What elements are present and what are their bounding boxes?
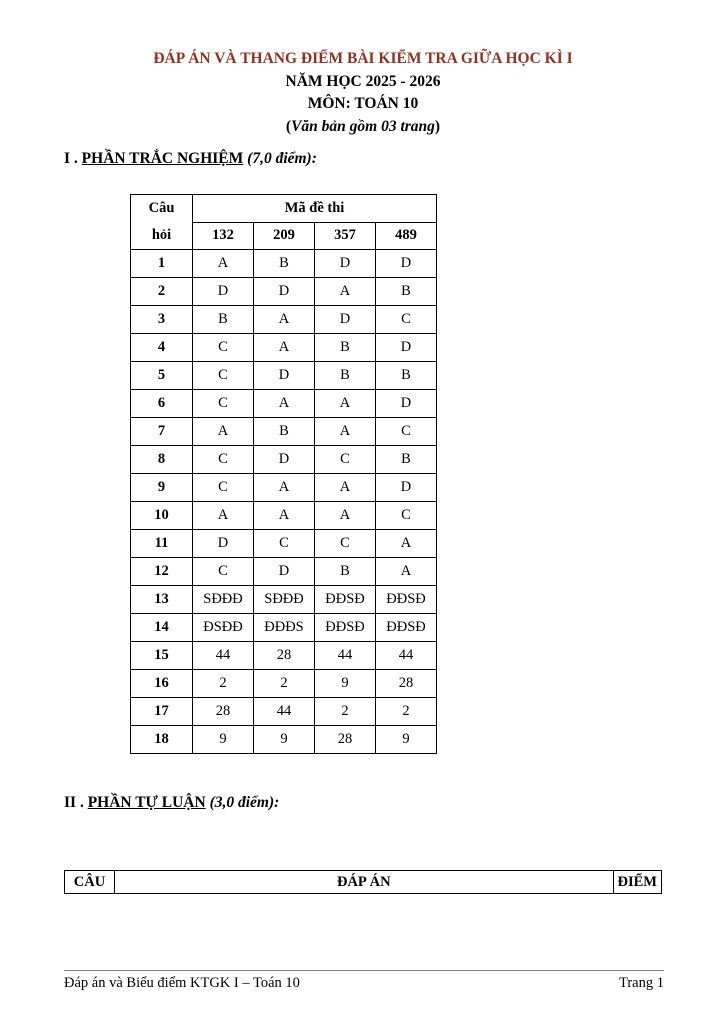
answer-cell: A bbox=[254, 474, 315, 502]
question-number: 6 bbox=[131, 390, 193, 418]
question-number: 10 bbox=[131, 502, 193, 530]
answer-table-row bbox=[131, 250, 437, 278]
answer-table-row bbox=[131, 362, 437, 390]
section2-points: (3,0 điểm): bbox=[205, 794, 280, 811]
answer-cell: ĐĐĐS bbox=[254, 614, 315, 642]
question-number: 16 bbox=[131, 670, 193, 698]
answer-cell: D bbox=[193, 278, 254, 306]
essay-column-header: ĐÁP ÁN bbox=[115, 871, 614, 894]
question-number: 3 bbox=[131, 306, 193, 334]
answer-table-row bbox=[131, 390, 437, 418]
section1-numeral: I . bbox=[64, 150, 82, 167]
question-number: 17 bbox=[131, 698, 193, 726]
answer-cell: ĐĐSĐ bbox=[315, 586, 376, 614]
footer-page-number: Trang 1 bbox=[619, 975, 664, 991]
answer-cell: D bbox=[376, 474, 437, 502]
answer-cell: A bbox=[193, 418, 254, 446]
essay-column-header: ĐIỂM bbox=[613, 871, 661, 894]
answer-cell: C bbox=[315, 530, 376, 558]
question-number: 7 bbox=[131, 418, 193, 446]
question-column-header: Câu hỏi bbox=[131, 195, 193, 250]
question-number: 11 bbox=[131, 530, 193, 558]
exam-code-header: 209 bbox=[254, 222, 315, 250]
answer-cell: C bbox=[193, 390, 254, 418]
answer-cell: SĐĐĐ bbox=[254, 586, 315, 614]
answer-table-row bbox=[131, 502, 437, 530]
answer-cell: D bbox=[315, 306, 376, 334]
essay-answer-table bbox=[64, 870, 662, 894]
answer-cell: A bbox=[193, 502, 254, 530]
section1-heading bbox=[64, 150, 662, 168]
answer-cell: 44 bbox=[193, 642, 254, 670]
answer-cell: D bbox=[376, 250, 437, 278]
answer-cell: D bbox=[193, 530, 254, 558]
answer-cell: ĐĐSĐ bbox=[315, 614, 376, 642]
exam-code-group-header: Mã đề thi bbox=[193, 195, 437, 223]
answer-cell: B bbox=[315, 334, 376, 362]
exam-code-header: 357 bbox=[315, 222, 376, 250]
answer-cell: A bbox=[315, 502, 376, 530]
answer-cell: 9 bbox=[193, 726, 254, 754]
answer-table-row bbox=[131, 278, 437, 306]
school-year-line: NĂM HỌC 2025 - 2026 bbox=[285, 72, 441, 90]
answer-cell: 2 bbox=[376, 698, 437, 726]
answer-cell: SĐĐĐ bbox=[193, 586, 254, 614]
answer-cell: 44 bbox=[315, 642, 376, 670]
essay-header-row bbox=[65, 871, 662, 894]
answer-cell: 9 bbox=[254, 726, 315, 754]
question-number: 13 bbox=[131, 586, 193, 614]
exam-code-header: 132 bbox=[193, 222, 254, 250]
answer-cell: C bbox=[254, 530, 315, 558]
answer-cell: A bbox=[376, 530, 437, 558]
answer-cell: C bbox=[376, 418, 437, 446]
answer-cell: B bbox=[376, 362, 437, 390]
answer-cell: ĐSĐĐ bbox=[193, 614, 254, 642]
answer-cell: C bbox=[193, 446, 254, 474]
answer-cell: 9 bbox=[376, 726, 437, 754]
multiple-choice-answer-table bbox=[130, 194, 437, 754]
answer-cell: A bbox=[254, 306, 315, 334]
answer-cell: B bbox=[376, 278, 437, 306]
answer-table-row bbox=[131, 334, 437, 362]
table-header-row-1 bbox=[131, 195, 437, 223]
answer-cell: A bbox=[254, 390, 315, 418]
answer-cell: 9 bbox=[315, 670, 376, 698]
answer-table-row bbox=[131, 698, 437, 726]
subject-line: MÔN: TOÁN 10 bbox=[307, 95, 419, 112]
section1-points: (7,0 điểm): bbox=[243, 150, 317, 167]
question-number: 1 bbox=[131, 250, 193, 278]
answer-cell: C bbox=[376, 306, 437, 334]
page-footer bbox=[64, 970, 664, 992]
document-title: ĐÁP ÁN VÀ THANG ĐIỂM BÀI KIỂM TRA GIỮA HỌC KÌ I bbox=[153, 50, 573, 67]
section1-title: PHẦN TRẮC NGHIỆM bbox=[81, 150, 244, 167]
question-number: 9 bbox=[131, 474, 193, 502]
answer-cell: D bbox=[254, 558, 315, 586]
footer-document-name: Đáp án và Biểu điểm KTGK I – Toán 10 bbox=[64, 975, 300, 991]
question-number: 2 bbox=[131, 278, 193, 306]
answer-cell: B bbox=[376, 446, 437, 474]
answer-cell: D bbox=[254, 446, 315, 474]
answer-table-row bbox=[131, 558, 437, 586]
answer-cell: C bbox=[193, 362, 254, 390]
answer-cell: B bbox=[193, 306, 254, 334]
answer-cell: 44 bbox=[376, 642, 437, 670]
answer-cell: A bbox=[315, 418, 376, 446]
answer-cell: B bbox=[254, 250, 315, 278]
answer-cell: C bbox=[193, 334, 254, 362]
answer-cell: D bbox=[315, 250, 376, 278]
answer-table-row bbox=[131, 474, 437, 502]
answer-cell: B bbox=[315, 558, 376, 586]
answer-cell: C bbox=[193, 558, 254, 586]
answer-cell: 28 bbox=[193, 698, 254, 726]
answer-cell: B bbox=[315, 362, 376, 390]
answer-cell: 28 bbox=[376, 670, 437, 698]
section2-heading bbox=[64, 794, 662, 812]
answer-cell: 2 bbox=[315, 698, 376, 726]
question-number: 5 bbox=[131, 362, 193, 390]
answer-cell: A bbox=[254, 502, 315, 530]
answer-table-row bbox=[131, 306, 437, 334]
exam-code-header: 489 bbox=[376, 222, 437, 250]
answer-cell: ĐĐSĐ bbox=[376, 614, 437, 642]
question-number: 4 bbox=[131, 334, 193, 362]
answer-cell: D bbox=[376, 390, 437, 418]
answer-cell: C bbox=[376, 502, 437, 530]
answer-cell: C bbox=[193, 474, 254, 502]
answer-cell: 2 bbox=[254, 670, 315, 698]
answer-cell: 28 bbox=[315, 726, 376, 754]
answer-cell: D bbox=[254, 278, 315, 306]
question-number: 15 bbox=[131, 642, 193, 670]
answer-table-row bbox=[131, 530, 437, 558]
answer-cell: A bbox=[315, 390, 376, 418]
answer-cell: A bbox=[193, 250, 254, 278]
answer-cell: ĐĐSĐ bbox=[376, 586, 437, 614]
section2-title: PHẦN TỰ LUẬN bbox=[87, 794, 206, 811]
answer-cell: A bbox=[376, 558, 437, 586]
answer-cell: D bbox=[254, 362, 315, 390]
answer-table-row bbox=[131, 446, 437, 474]
answer-table-row bbox=[131, 418, 437, 446]
page-count-note: (Văn bản gồm 03 trang) bbox=[285, 117, 441, 135]
answer-cell: 44 bbox=[254, 698, 315, 726]
answer-cell: C bbox=[315, 446, 376, 474]
essay-column-header: CÂU bbox=[65, 871, 115, 894]
answer-cell: A bbox=[315, 474, 376, 502]
answer-table-row bbox=[131, 614, 437, 642]
answer-table-row bbox=[131, 642, 437, 670]
answer-cell: A bbox=[254, 334, 315, 362]
question-number: 14 bbox=[131, 614, 193, 642]
answer-cell: A bbox=[315, 278, 376, 306]
answer-table-row bbox=[131, 586, 437, 614]
answer-cell: 28 bbox=[254, 642, 315, 670]
question-number: 12 bbox=[131, 558, 193, 586]
answer-cell: D bbox=[376, 334, 437, 362]
answer-cell: 2 bbox=[193, 670, 254, 698]
answer-cell: B bbox=[254, 418, 315, 446]
question-number: 18 bbox=[131, 726, 193, 754]
answer-table-row bbox=[131, 670, 437, 698]
answer-table-row bbox=[131, 726, 437, 754]
section2-numeral: II . bbox=[64, 794, 88, 811]
question-number: 8 bbox=[131, 446, 193, 474]
title-block bbox=[64, 48, 662, 138]
